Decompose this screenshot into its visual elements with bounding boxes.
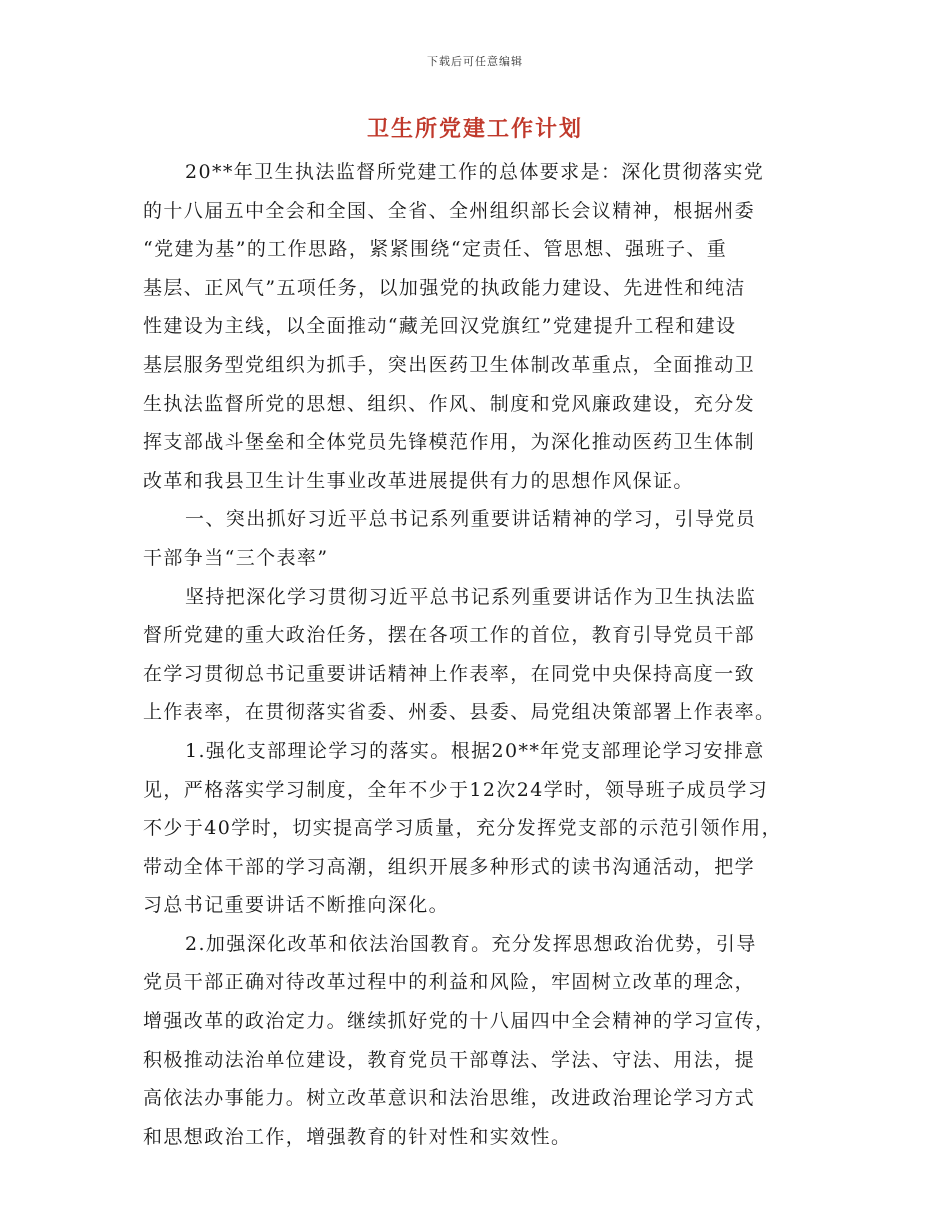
document-body [143, 153, 813, 1156]
text-line: 基层、正风气”五项任务，以加强党的执政能力建设、先进性和纯洁 [143, 276, 746, 299]
text-line: 的十八届五中全会和全国、全省、全州组织部长会议精神，根据州委 [143, 199, 756, 222]
text-line: 积极推动法治单位建设，教育党员干部尊法、学法、守法、用法，提 [143, 1048, 756, 1071]
text-line: 1.强化支部理论学习的落实。根据20**年党支部理论学习安排意 [185, 739, 765, 762]
text-line: 习总书记重要讲话不断推向深化。 [143, 894, 450, 917]
text-line: 2.加强深化改革和依法治国教育。充分发挥思想政治优势，引导 [185, 932, 757, 955]
text-line: 增强改革的政治定力。继续抓好党的十八届四中全会精神的学习宣传， [143, 1010, 776, 1033]
text-line: 一、突出抓好习近平总书记系列重要讲话精神的学习，引导党员 [185, 508, 757, 531]
text-line: 督所党建的重大政治任务，摆在各项工作的首位，教育引导党员干部 [143, 624, 756, 647]
text-line: 上作表率，在贯彻落实省委、州委、县委、局党组决策部署上作表率。 [143, 701, 776, 724]
text-line: 基层服务型党组织为抓手，突出医药卫生体制改革重点，全面推动卫 [143, 353, 756, 376]
text-line: 改革和我县卫生计生事业改革进展提供有力的思想作风保证。 [143, 469, 694, 492]
text-line: 带动全体干部的学习高潮，组织开展多种形式的读书沟通活动，把学 [143, 855, 756, 878]
text-line: 生执法监督所党的思想、组织、作风、制度和党风廉政建设，充分发 [143, 392, 756, 415]
text-line: 干部争当“三个表率” [143, 546, 329, 569]
text-line: 党员干部正确对待改革过程中的利益和风险，牢固树立改革的理念， [143, 971, 756, 994]
text-line: 在学习贯彻总书记重要讲话精神上作表率，在同党中央保持高度一致 [143, 662, 756, 685]
text-line: 和思想政治工作，增强教育的针对性和实效性。 [143, 1125, 572, 1148]
text-line: 挥支部战斗堡垒和全体党员先锋模范作用，为深化推动医药卫生体制 [143, 431, 756, 454]
text-line: 性建设为主线，以全面推动“藏羌回汉党旗红”党建提升工程和建设 [143, 315, 737, 338]
text-line: 坚持把深化学习贯彻习近平总书记系列重要讲话作为卫生执法监 [185, 585, 757, 608]
text-line: “党建为基”的工作思路，紧紧围绕“定责任、管思想、强班子、重 [143, 238, 728, 261]
text-line: 见，严格落实学习制度，全年不少于12次24学时，领导班子成员学习 [143, 778, 769, 801]
document-title: 卫生所党建工作计划 [366, 116, 583, 142]
header-note: 下载后可任意编辑 [427, 55, 523, 68]
text-line: 不少于40学时，切实提高学习质量，充分发挥党支部的示范引领作用， [143, 817, 782, 840]
text-line: 高依法办事能力。树立改革意识和法治思维，改进政治理论学习方式 [143, 1087, 756, 1110]
text-line: 20**年卫生执法监督所党建工作的总体要求是：深化贯彻落实党 [185, 161, 765, 183]
